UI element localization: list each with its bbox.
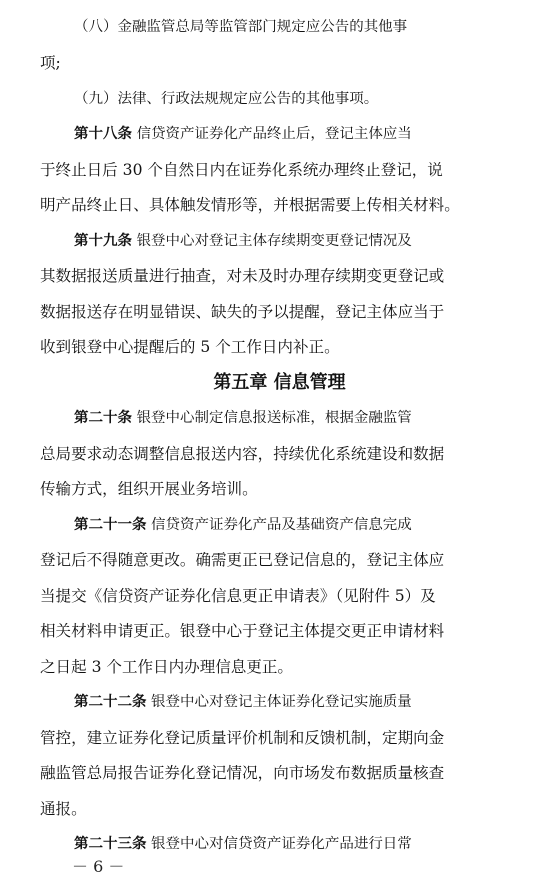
text-line <box>0 153 559 187</box>
article-23-title: 第二十三条 <box>74 836 147 852</box>
article-20-title: 第二十条 <box>74 410 132 426</box>
line-text: 之日起 3 个工作日内办理信息更正。 <box>40 658 293 676</box>
line-text: 银登中心对登记主体证券化登记实施质量 <box>151 694 412 710</box>
article-19-first-line <box>0 224 559 258</box>
text-line <box>0 614 559 648</box>
article-19-title: 第十九条 <box>74 233 132 249</box>
article-21-title: 第二十一条 <box>74 517 147 533</box>
article-22-title: 第二十二条 <box>74 694 147 710</box>
line-text: 传输方式，组织开展业务培训。 <box>40 480 258 498</box>
line-text: 登记后不得随意更改。确需更正已登记信息的，登记主体应 <box>40 551 445 569</box>
text-line <box>0 650 559 684</box>
line-text: 于终止日后 30 个自然日内在证券化系统办理终止登记，说 <box>40 161 443 179</box>
chapter-title: 第五章 信息管理 <box>213 372 346 393</box>
line-text: 信贷资产证券化产品终止后，登记主体应当 <box>136 126 412 142</box>
line-text: 管控，建立证券化登记质量评价机制和反馈机制，定期向金 <box>40 729 445 747</box>
line-text: 银登中心对信贷资产证券化产品进行日常 <box>151 836 412 852</box>
line-text: 其数据报送质量进行抽查，对未及时办理存续期变更登记或 <box>40 267 445 285</box>
article-22-first-line <box>0 685 559 719</box>
article-21-first-line <box>0 508 559 542</box>
text-line <box>0 330 559 364</box>
line-text: 总局要求动态调整信息报送内容，持续优化系统建设和数据 <box>40 445 445 463</box>
line-text: 银登中心对登记主体存续期变更登记情况及 <box>136 233 412 249</box>
text-line <box>0 472 559 506</box>
line-text: 收到银登中心提醒后的 5 个工作日内补正。 <box>40 338 340 356</box>
line-text: 相关材料申请更正。银登中心于登记主体提交更正申请材料 <box>40 622 445 640</box>
article-18-title: 第十八条 <box>74 126 132 142</box>
text-line <box>0 82 559 116</box>
article-18-first-line <box>0 117 559 151</box>
line-text: （九）法律、行政法规规定应公告的其他事项。 <box>74 91 379 107</box>
text-line <box>0 259 559 293</box>
line-text: 当提交《信贷资产证券化信息更正申请表》（见附件 5）及 <box>40 587 436 605</box>
text-line <box>0 579 559 613</box>
text-line <box>0 721 559 755</box>
line-text: 数据报送存在明显错误、缺失的予以提醒，登记主体应当于 <box>40 303 445 321</box>
text-line <box>0 437 559 471</box>
line-text: 通报。 <box>40 800 87 818</box>
text-line <box>0 543 559 577</box>
chapter-heading <box>0 366 559 400</box>
line-text: 明产品终止日、具体触发情形等，并根据需要上传相关材料。 <box>40 196 460 214</box>
line-text: 信贷资产证券化产品及基础资产信息完成 <box>151 517 412 533</box>
text-line <box>0 188 559 222</box>
line-text: 银登中心制定信息报送标准，根据金融监管 <box>136 410 412 426</box>
article-20-first-line <box>0 401 559 435</box>
line-text: 融监管总局报告证券化登记情况，向市场发布数据质量核查 <box>40 764 445 782</box>
text-line <box>0 10 559 44</box>
line-text: 项; <box>40 54 61 72</box>
text-line <box>0 46 559 80</box>
text-line <box>0 792 559 826</box>
line-text: （八）金融监管总局等监管部门规定应公告的其他事 <box>74 19 408 35</box>
text-line <box>0 295 559 329</box>
page-number: － 6 － <box>72 857 125 876</box>
text-line <box>0 756 559 790</box>
